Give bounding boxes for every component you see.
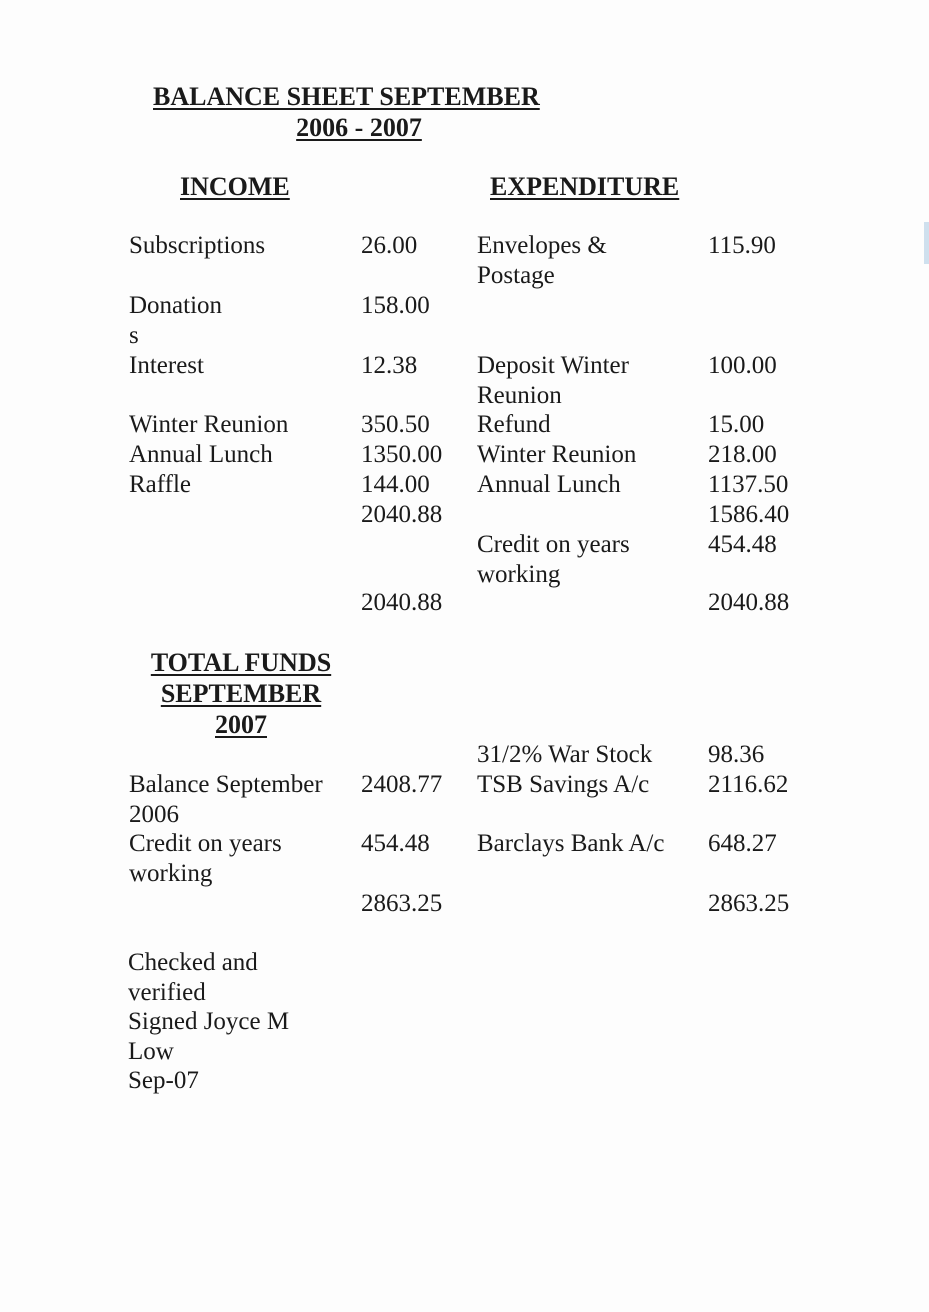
- income-label: s: [129, 322, 139, 349]
- expense-value: 1586.40: [708, 501, 790, 528]
- expense-label: Deposit Winter: [477, 352, 629, 379]
- balance-row: [0, 231, 929, 291]
- income-value: 2040.88: [361, 501, 443, 528]
- funds-right-value: 2116.62: [708, 771, 789, 798]
- funds-right-value: 2863.25: [708, 890, 790, 917]
- balance-row: [0, 291, 929, 351]
- expense-value: 454.48: [708, 531, 777, 558]
- balance-row: [0, 440, 929, 470]
- funds-title: TOTAL FUNDS: [150, 648, 332, 677]
- balance-row: [0, 588, 929, 618]
- income-label: Winter Reunion: [129, 411, 289, 438]
- expense-value: 115.90: [708, 232, 776, 259]
- income-label: Annual Lunch: [129, 441, 273, 468]
- expense-value: 218.00: [708, 441, 777, 468]
- expense-value: 15.00: [708, 411, 765, 438]
- verification-line: Low: [128, 1037, 174, 1065]
- verification-line: Signed Joyce M: [128, 1008, 290, 1035]
- income-value: 158.00: [361, 292, 430, 319]
- balance-row: [0, 470, 929, 500]
- document-title-years: 2006 - 2007: [296, 113, 422, 142]
- expense-label: Refund: [477, 411, 551, 438]
- expense-label: Winter Reunion: [477, 441, 637, 468]
- funds-title-month: SEPTEMBER: [160, 679, 322, 708]
- funds-left-value: 2408.77: [361, 771, 443, 798]
- funds-right-value: 648.27: [708, 830, 777, 857]
- funds-right-value: 98.36: [708, 741, 765, 768]
- funds-left-label: Credit on years: [129, 830, 282, 857]
- funds-left-value: 454.48: [361, 830, 430, 857]
- funds-left-label: 2006: [129, 801, 179, 828]
- income-label: Raffle: [129, 471, 192, 498]
- income-value: 144.00: [361, 471, 430, 498]
- income-value: 26.00: [361, 232, 418, 259]
- income-label: Interest: [129, 352, 204, 379]
- funds-title-year: 2007: [215, 710, 267, 739]
- balance-row: [0, 500, 929, 530]
- document-title: BALANCE SHEET SEPTEMBER: [153, 82, 540, 111]
- funds-right-label: 31/2% War Stock: [477, 741, 653, 768]
- balance-row: [0, 410, 929, 440]
- balance-row: [0, 351, 929, 410]
- expense-value: 100.00: [708, 352, 777, 379]
- expense-label: Envelopes &: [477, 232, 607, 259]
- income-heading: INCOME: [180, 172, 290, 201]
- expense-value: 1137.50: [708, 471, 789, 498]
- expense-label: Postage: [477, 262, 555, 289]
- income-value: 2040.88: [361, 589, 443, 616]
- expense-label: Reunion: [477, 382, 562, 409]
- income-value: 1350.00: [361, 441, 443, 468]
- income-value: 12.38: [361, 352, 418, 379]
- expense-label: Annual Lunch: [477, 471, 621, 498]
- income-label: Donation: [129, 292, 223, 319]
- funds-right-label: Barclays Bank A/c: [477, 830, 665, 857]
- verification-line: Checked and: [128, 949, 258, 976]
- funds-left-label: Balance September: [129, 771, 323, 798]
- funds-left-value: 2863.25: [361, 890, 443, 917]
- expense-value: 2040.88: [708, 589, 790, 616]
- expenditure-heading: EXPENDITURE: [490, 172, 680, 201]
- funds-right-label: TSB Savings A/c: [477, 771, 650, 798]
- verification-line: Sep-07: [128, 1067, 199, 1094]
- expense-label: working: [477, 561, 561, 588]
- income-label: Subscriptions: [129, 232, 266, 259]
- expense-label: Credit on years: [477, 531, 630, 558]
- balance-row: [0, 530, 929, 588]
- income-value: 350.50: [361, 411, 430, 438]
- verification-line: verified: [128, 978, 206, 1006]
- funds-left-label: working: [129, 860, 213, 887]
